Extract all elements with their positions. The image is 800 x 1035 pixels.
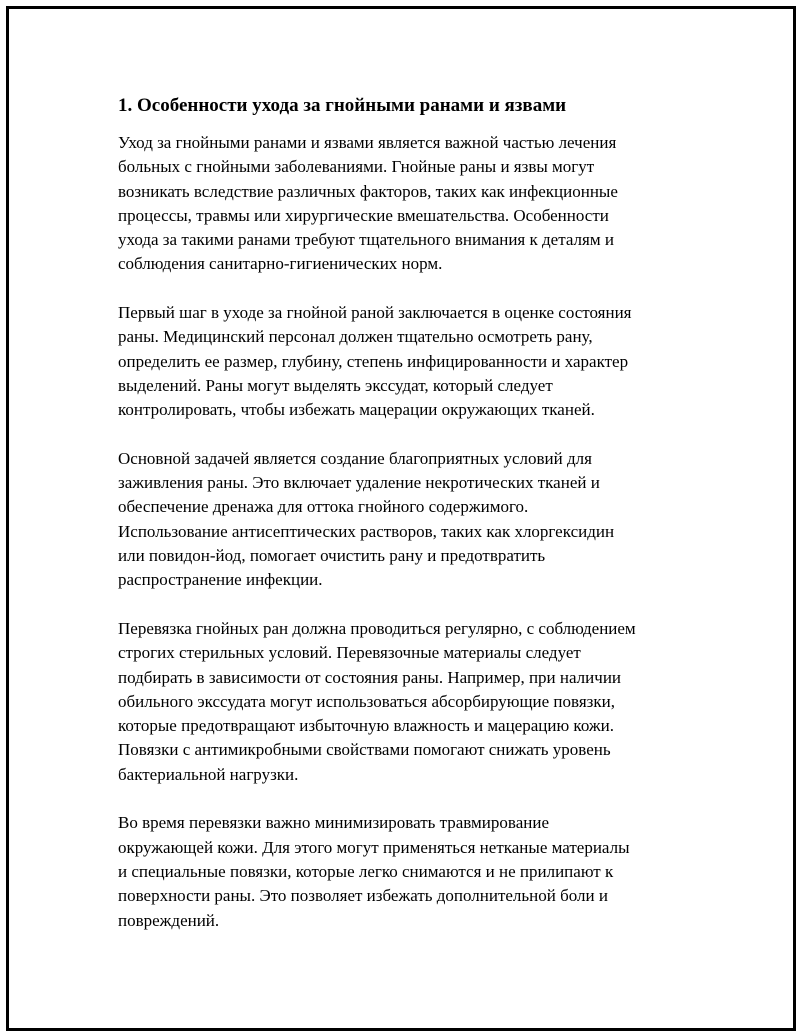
text-line: или повидон-йод, помогает очистить рану и предотвратить: [118, 546, 546, 566]
text-line: Первый шаг в уходе за гнойной раной заключается в оценке состояния: [118, 303, 632, 323]
text-line: контролировать, чтобы избежать мацерации окружающих тканей.: [118, 400, 595, 420]
text-line: соблюдения санитарно-гигиенических норм.: [118, 254, 443, 274]
text-line: процессы, травмы или хирургические вмешательства. Особенности: [118, 205, 609, 225]
paragraph-3: [118, 447, 688, 593]
text-line: Основной задачей является создание благоприятных условий для: [118, 448, 592, 468]
text-line: раны. Медицинский персонал должен тщательно осмотреть рану,: [118, 327, 593, 347]
text-line: возникать вследствие различных факторов, таких как инфекционные: [118, 181, 618, 201]
text-line: и специальные повязки, которые легко снимаются и не прилипают к: [118, 861, 614, 881]
text-line: окружающей кожи. Для этого могут применяться нетканые материалы: [118, 837, 630, 857]
paragraph-4: [118, 617, 688, 787]
text-line: бактериальной нагрузки.: [118, 764, 299, 784]
text-line: поверхности раны. Это позволяет избежать дополнительной боли и: [118, 886, 608, 906]
text-line: заживления раны. Это включает удаление некротических тканей и: [118, 473, 600, 493]
text-line: повреждений.: [118, 910, 220, 930]
text-line: обильного экссудата могут использоваться абсорбирующие повязки,: [118, 691, 615, 711]
text-line: Повязки с антимикробными свойствами помогают снижать уровень: [118, 740, 611, 760]
text-line: Уход за гнойными ранами и язвами является важной частью лечения: [118, 133, 617, 152]
text-line: распространение инфекции.: [118, 570, 323, 590]
text-line: Во время перевязки важно минимизировать травмирование: [118, 813, 549, 833]
paragraph-2: [118, 301, 688, 422]
paragraph-1: [118, 131, 688, 277]
text-line: больных с гнойными заболеваниями. Гнойные раны и язвы могут: [118, 157, 595, 177]
text-line: которые предотвращают избыточную влажность и мацерацию кожи.: [118, 716, 614, 736]
text-line: ухода за такими ранами требуют тщательного внимания к деталям и: [118, 230, 614, 250]
section-heading: 1. Особенности ухода за гнойными ранами и язвами: [118, 95, 567, 116]
text-line: Использование антисептических растворов, таких как хлоргексидин: [118, 521, 615, 541]
text-line: строгих стерильных условий. Перевязочные материалы следует: [118, 643, 581, 663]
document-body: [118, 93, 688, 957]
text-line: Перевязка гнойных ран должна проводиться регулярно, с соблюдением: [118, 618, 636, 638]
text-line: определить ее размер, глубину, степень инфицированности и характер: [118, 351, 629, 371]
text-line: обеспечение дренажа для оттока гнойного содержимого.: [118, 497, 529, 517]
text-line: подбирать в зависимости от состояния раны. Например, при наличии: [118, 667, 622, 687]
text-line: выделений. Раны могут выделять экссудат, который следует: [118, 375, 553, 395]
paragraph-5: [118, 811, 688, 932]
